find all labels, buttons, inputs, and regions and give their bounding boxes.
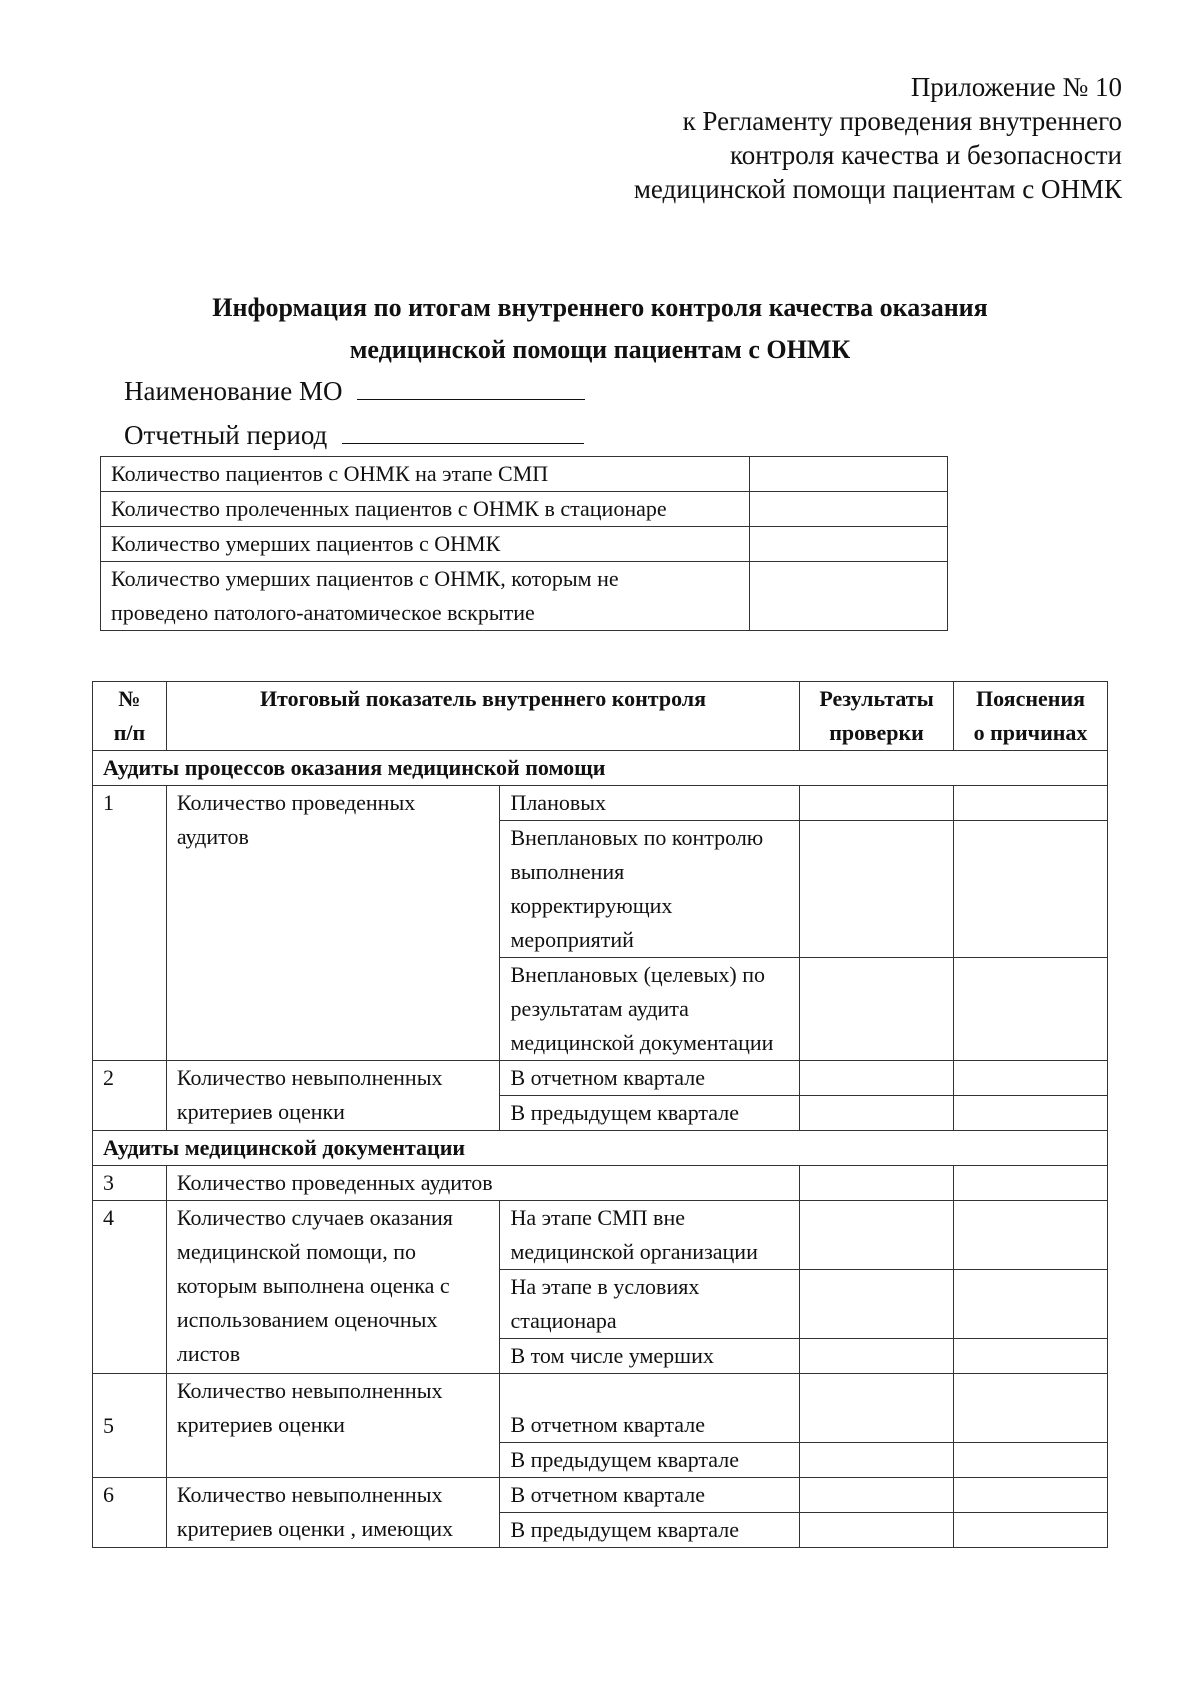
summary-table (100, 456, 948, 631)
row-subindicator: В отчетном квартале (500, 1478, 800, 1513)
summary-value[interactable] (750, 562, 948, 631)
header-num-line: п/п (113, 720, 146, 745)
row-subindicator: В отчетном квартале (500, 1061, 800, 1096)
header-num (93, 682, 167, 751)
table-row (93, 1166, 1108, 1201)
row-subindicator: В том числе умерших (500, 1339, 800, 1374)
annex-ref-line-3: медицинской помощи пациентам с ОНМК (633, 174, 1122, 204)
table-row (93, 1061, 1108, 1096)
header-results (800, 682, 954, 751)
note-cell[interactable] (954, 821, 1108, 958)
summary-label: Количество пациентов с ОНМК на этапе СМП (101, 457, 750, 492)
table-row (101, 457, 948, 492)
table-row (93, 1374, 1108, 1443)
table-row (93, 1201, 1108, 1270)
header-num-line: № (118, 686, 141, 711)
section-title: Аудиты процессов оказания медицинской помощи (93, 751, 1108, 786)
table-row (93, 1478, 1108, 1513)
indicators-table (92, 681, 1108, 1548)
row-number: 5 (93, 1374, 167, 1478)
header-notes (954, 682, 1108, 751)
row-subindicator: В предыдущем квартале (500, 1513, 800, 1548)
period-label: Отчетный период (124, 420, 328, 450)
note-cell[interactable] (954, 1166, 1108, 1201)
annex-ref-line-1: к Регламенту проведения внутреннего (682, 106, 1122, 136)
header-indicator: Итоговый показатель внутреннего контроля (166, 682, 799, 751)
row-subindicator: В предыдущем квартале (500, 1443, 800, 1478)
summary-value[interactable] (750, 457, 948, 492)
header-results-line: проверки (829, 720, 924, 745)
note-cell[interactable] (954, 1478, 1108, 1513)
annex-header (502, 70, 1122, 206)
row-number: 6 (93, 1478, 167, 1548)
title-line-1: Информация по итогам внутреннего контроля качества оказания (212, 293, 988, 322)
note-cell[interactable] (954, 1513, 1108, 1548)
section-row (93, 1131, 1108, 1166)
summary-label-line: Количество умерших пациентов с ОНМК, которым не (111, 566, 619, 591)
summary-value[interactable] (750, 492, 948, 527)
result-cell[interactable] (800, 1096, 954, 1131)
result-cell[interactable] (800, 1166, 954, 1201)
result-cell[interactable] (800, 1374, 954, 1443)
note-cell[interactable] (954, 1339, 1108, 1374)
summary-label: Количество умерших пациентов с ОНМК (101, 527, 750, 562)
note-cell[interactable] (954, 1374, 1108, 1443)
row-number: 4 (93, 1201, 167, 1374)
row-number: 1 (93, 786, 167, 1061)
result-cell[interactable] (800, 1478, 954, 1513)
note-cell[interactable] (954, 1443, 1108, 1478)
row-indicator: Количество невыполненных критериев оценки (166, 1061, 500, 1131)
summary-value[interactable] (750, 527, 948, 562)
section-row (93, 751, 1108, 786)
note-cell[interactable] (954, 1201, 1108, 1270)
period-blank[interactable] (342, 418, 584, 444)
header-notes-line: Пояснения (975, 686, 1086, 711)
result-cell[interactable] (800, 1270, 954, 1339)
result-cell[interactable] (800, 1339, 954, 1374)
row-indicator: Количество невыполненных критериев оценки (166, 1374, 500, 1478)
row-subindicator: Внеплановых (целевых) по результатам аудита медицинской документации (500, 958, 800, 1061)
table-row (101, 492, 948, 527)
header-results-line: Результаты (819, 686, 934, 711)
annex-ref-line-2: контроля качества и безопасности (729, 140, 1122, 170)
document-title (0, 287, 1200, 371)
table-row (93, 786, 1108, 821)
row-subindicator: Внеплановых по контролю выполнения корректирующих мероприятий (500, 821, 800, 958)
result-cell[interactable] (800, 1443, 954, 1478)
table-row (101, 527, 948, 562)
result-cell[interactable] (800, 821, 954, 958)
row-subindicator: В предыдущем квартале (500, 1096, 800, 1131)
result-cell[interactable] (800, 1513, 954, 1548)
result-cell[interactable] (800, 1061, 954, 1096)
result-cell[interactable] (800, 958, 954, 1061)
row-indicator: Количество случаев оказания медицинской помощи, по которым выполнена оценка с использованием оценочных листов (166, 1201, 500, 1374)
row-number: 3 (93, 1166, 167, 1201)
mo-name-field (124, 374, 585, 408)
mo-name-blank[interactable] (357, 374, 585, 400)
table-header-row (93, 682, 1108, 751)
row-indicator: Количество проведенных аудитов (166, 1166, 799, 1201)
note-cell[interactable] (954, 1270, 1108, 1339)
title-line-2: медицинской помощи пациентам с ОНМК (349, 335, 851, 364)
result-cell[interactable] (800, 1201, 954, 1270)
row-subindicator: В отчетном квартале (500, 1374, 800, 1443)
row-indicator: Количество проведенных аудитов (166, 786, 500, 1061)
note-cell[interactable] (954, 1096, 1108, 1131)
note-cell[interactable] (954, 1061, 1108, 1096)
row-subindicator: Плановых (500, 786, 800, 821)
summary-label-line: проведено патолого-анатомическое вскрытие (111, 600, 535, 625)
row-number: 2 (93, 1061, 167, 1131)
result-cell[interactable] (800, 786, 954, 821)
row-subindicator: На этапе СМП вне медицинской организации (500, 1201, 800, 1270)
period-field (124, 418, 584, 452)
mo-name-label: Наименование МО (124, 376, 343, 406)
section-title: Аудиты медицинской документации (93, 1131, 1108, 1166)
note-cell[interactable] (954, 958, 1108, 1061)
header-notes-line: о причинах (973, 720, 1088, 745)
table-row (101, 562, 948, 631)
summary-label: Количество пролеченных пациентов с ОНМК в стационаре (101, 492, 750, 527)
summary-label (101, 562, 750, 631)
row-subindicator: На этапе в условиях стационара (500, 1270, 800, 1339)
note-cell[interactable] (954, 786, 1108, 821)
annex-number: Приложение № 10 (910, 72, 1122, 102)
row-indicator: Количество невыполненных критериев оценки , имеющих (166, 1478, 500, 1548)
